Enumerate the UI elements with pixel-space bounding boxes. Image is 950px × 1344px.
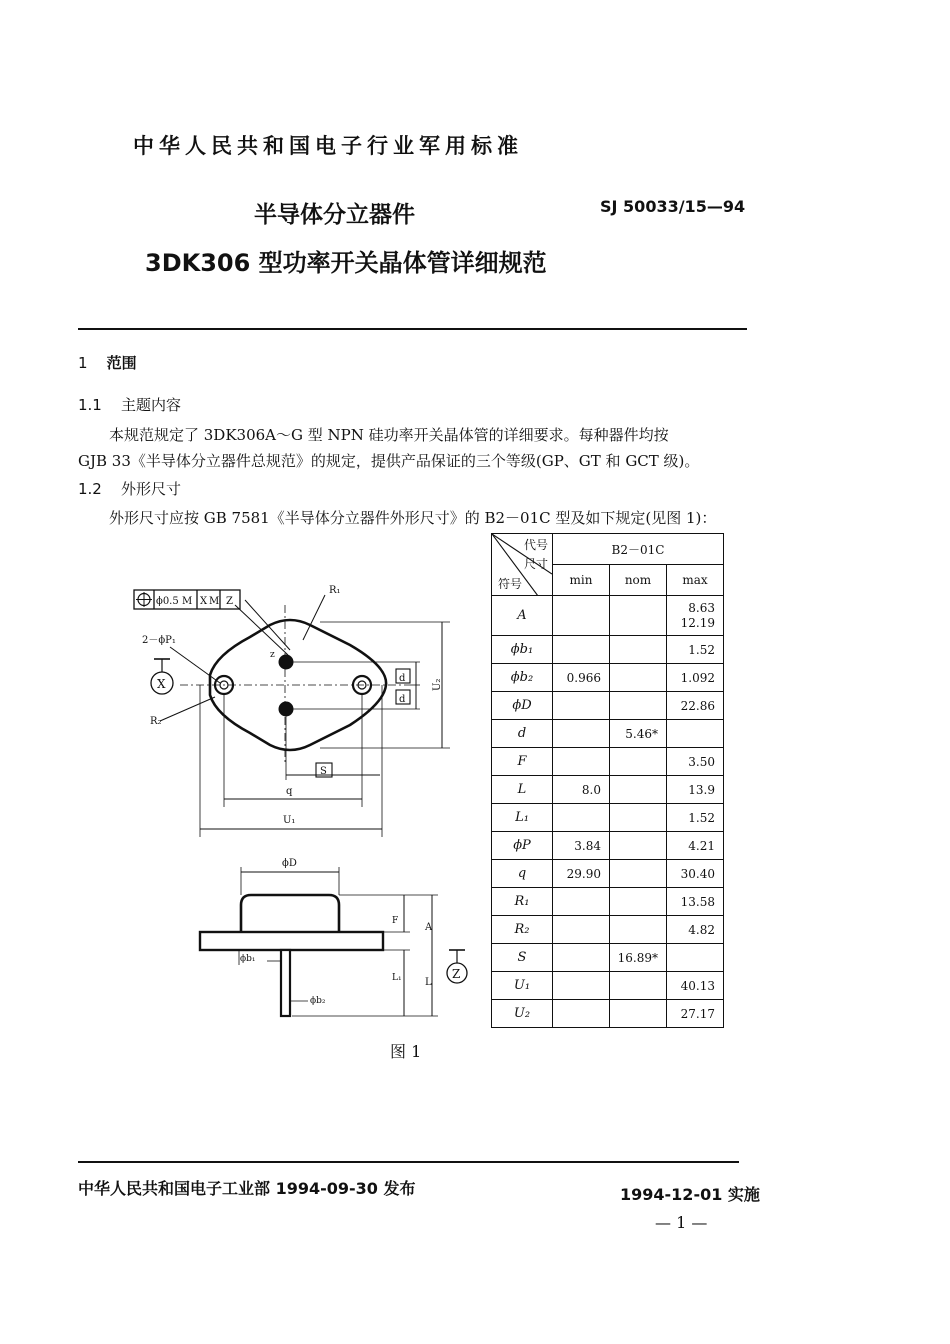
datum-x-ref: X [200,596,208,607]
paragraph-line: 本规范规定了 3DK306A～G 型 NPN 硅功率开关晶体管的详细要求。每种器件均按 [109,426,669,444]
issue-statement: 中华人民共和国电子工业部 1994-09-30 发布 [78,1179,416,1198]
max-cell: 4.21 [667,832,724,860]
modifier-m: M [209,596,220,607]
table-row [492,832,724,860]
section-number: 1 [78,354,88,372]
min-cell [553,944,610,972]
section-title: 范围 [106,354,137,372]
datum-z-label: Z [452,967,461,981]
table-row [492,944,724,972]
nom-cell [610,748,667,776]
issuing-body-header: 中华人民共和国电子行业军用标准 [133,134,523,158]
max-cell: 27.17 [667,1000,724,1028]
r1-label: R₁ [329,585,341,596]
symbol-cell: d [492,720,553,748]
min-cell [553,916,610,944]
min-cell: 3.84 [553,832,610,860]
nom-cell [610,804,667,832]
b2-dimension-label: ϕb₂ [310,996,326,1006]
pin-z-label: z [270,650,275,660]
nom-cell [610,692,667,720]
corner-label-symbol: 符号 [498,577,523,591]
modifier-m: M [182,596,193,607]
dimension-table [491,533,724,1028]
min-cell [553,692,610,720]
symbol-cell: U₂ [492,1000,553,1028]
nom-cell [610,636,667,664]
table-row [492,720,724,748]
min-cell: 29.90 [553,860,610,888]
symbol-cell: S [492,944,553,972]
nom-cell [610,664,667,692]
min-cell [553,804,610,832]
nom-cell [610,972,667,1000]
table-row [492,1000,724,1028]
nom-cell: 5.46* [610,720,667,748]
symbol-cell: ϕP [492,832,553,860]
corner-label-code: 代号 [523,538,548,552]
nom-cell [610,860,667,888]
nom-cell: 16.89* [610,944,667,972]
table-group-header: B2－01C [553,534,724,565]
phi-d-dimension-label: ϕD [282,858,297,869]
nom-cell [610,832,667,860]
table-row [492,596,724,636]
tolerance-value: ϕ0.5 [156,596,179,607]
d-dimension-label: d [399,694,406,705]
document-title-line1: 半导体分立器件 [254,202,415,228]
symbol-cell: A [492,596,553,636]
l1-dimension-label: L₁ [392,973,402,983]
max-cell: 22.86 [667,692,724,720]
min-cell [553,748,610,776]
a-dimension-label: A [425,922,433,933]
symbol-cell: R₂ [492,916,553,944]
bottom-rule [78,1161,739,1163]
min-cell [553,1000,610,1028]
max-cell: 40.13 [667,972,724,1000]
nom-cell [610,1000,667,1028]
subsection-title: 外形尺寸 [120,480,181,498]
symbol-cell: L₁ [492,804,553,832]
min-cell: 0.966 [553,664,610,692]
b1-dimension-label: ϕb₁ [240,954,256,964]
min-cell [553,888,610,916]
subsection-number: 1.1 [78,396,102,414]
max-cell [667,720,724,748]
standard-number: SJ 50033/15—94 [600,197,746,216]
max-cell: 30.40 [667,860,724,888]
table-row [492,916,724,944]
corner-label-size: 尺寸 [523,557,548,571]
max-cell: 13.9 [667,776,724,804]
paragraph-line: 外形尺寸应按 GB 7581《半导体分立器件外形尺寸》的 B2－01C 型及如下规定(见图 1)： [109,509,717,527]
f-dimension-label: F [392,916,399,926]
min-cell [553,972,610,1000]
symbol-cell: q [492,860,553,888]
max-cell: 1.52 [667,636,724,664]
section-1-1-heading [78,394,181,415]
min-cell [553,596,610,636]
to3-side-view [200,858,467,1016]
max-cell: 1.52 [667,804,724,832]
subsection-number: 1.2 [78,480,102,498]
datum-x-label: X [157,677,166,691]
u2-dimension-label: U₂ [432,678,443,691]
table-row [492,636,724,664]
symbol-cell: ϕb₂ [492,664,553,692]
table-row [492,776,724,804]
table-row [492,972,724,1000]
max-cell: 13.58 [667,888,724,916]
d-dimension-label: d [399,673,406,684]
l-dimension-label: L [425,977,432,988]
column-header: nom [610,565,667,596]
table-row [492,888,724,916]
nom-cell [610,776,667,804]
column-header: max [667,565,724,596]
s-dimension-label: S [320,766,327,777]
max-cell [667,944,724,972]
symbol-cell: F [492,748,553,776]
document-title-line2: 3DK306 型功率开关晶体管详细规范 [145,249,547,277]
tolerance-frame [134,590,240,609]
paragraph-line: GJB 33《半导体分立器件总规范》的规定，提供产品保证的三个等级(GP、GT 和 GCT 级)。 [78,452,700,470]
q-dimension-label: q [286,786,293,797]
figure-1-outline-drawing [120,575,480,1025]
table-row [492,804,724,832]
datum-z-ref: Z [226,596,233,607]
table-row [492,860,724,888]
table-row [492,664,724,692]
table-row [492,692,724,720]
section-1-2-heading [78,478,181,499]
page-number: — 1 — [655,1213,708,1232]
min-cell [553,636,610,664]
symbol-cell: R₁ [492,888,553,916]
symbol-cell: ϕD [492,692,553,720]
u1-dimension-label: U₁ [283,815,296,826]
max-cell: 4.82 [667,916,724,944]
symbol-cell: U₁ [492,972,553,1000]
symbol-cell: L [492,776,553,804]
subsection-title: 主题内容 [120,396,181,414]
effective-date: 1994-12-01 实施 [620,1185,760,1204]
section-1-heading [78,352,137,373]
nom-cell [610,596,667,636]
top-rule [78,328,747,330]
column-header: min [553,565,610,596]
r2-label: R₂ [150,716,162,727]
table-corner-cell [492,534,553,596]
nom-cell [610,916,667,944]
max-cell: 3.50 [667,748,724,776]
nom-cell [610,888,667,916]
max-cell: 1.092 [667,664,724,692]
mounting-hole-label: 2－ϕP₁ [142,635,176,646]
table-row [492,748,724,776]
max-cell: 8.63 12.19 [667,596,724,636]
min-cell [553,720,610,748]
figure-caption: 图 1 [390,1042,422,1061]
min-cell: 8.0 [553,776,610,804]
symbol-cell: ϕb₁ [492,636,553,664]
